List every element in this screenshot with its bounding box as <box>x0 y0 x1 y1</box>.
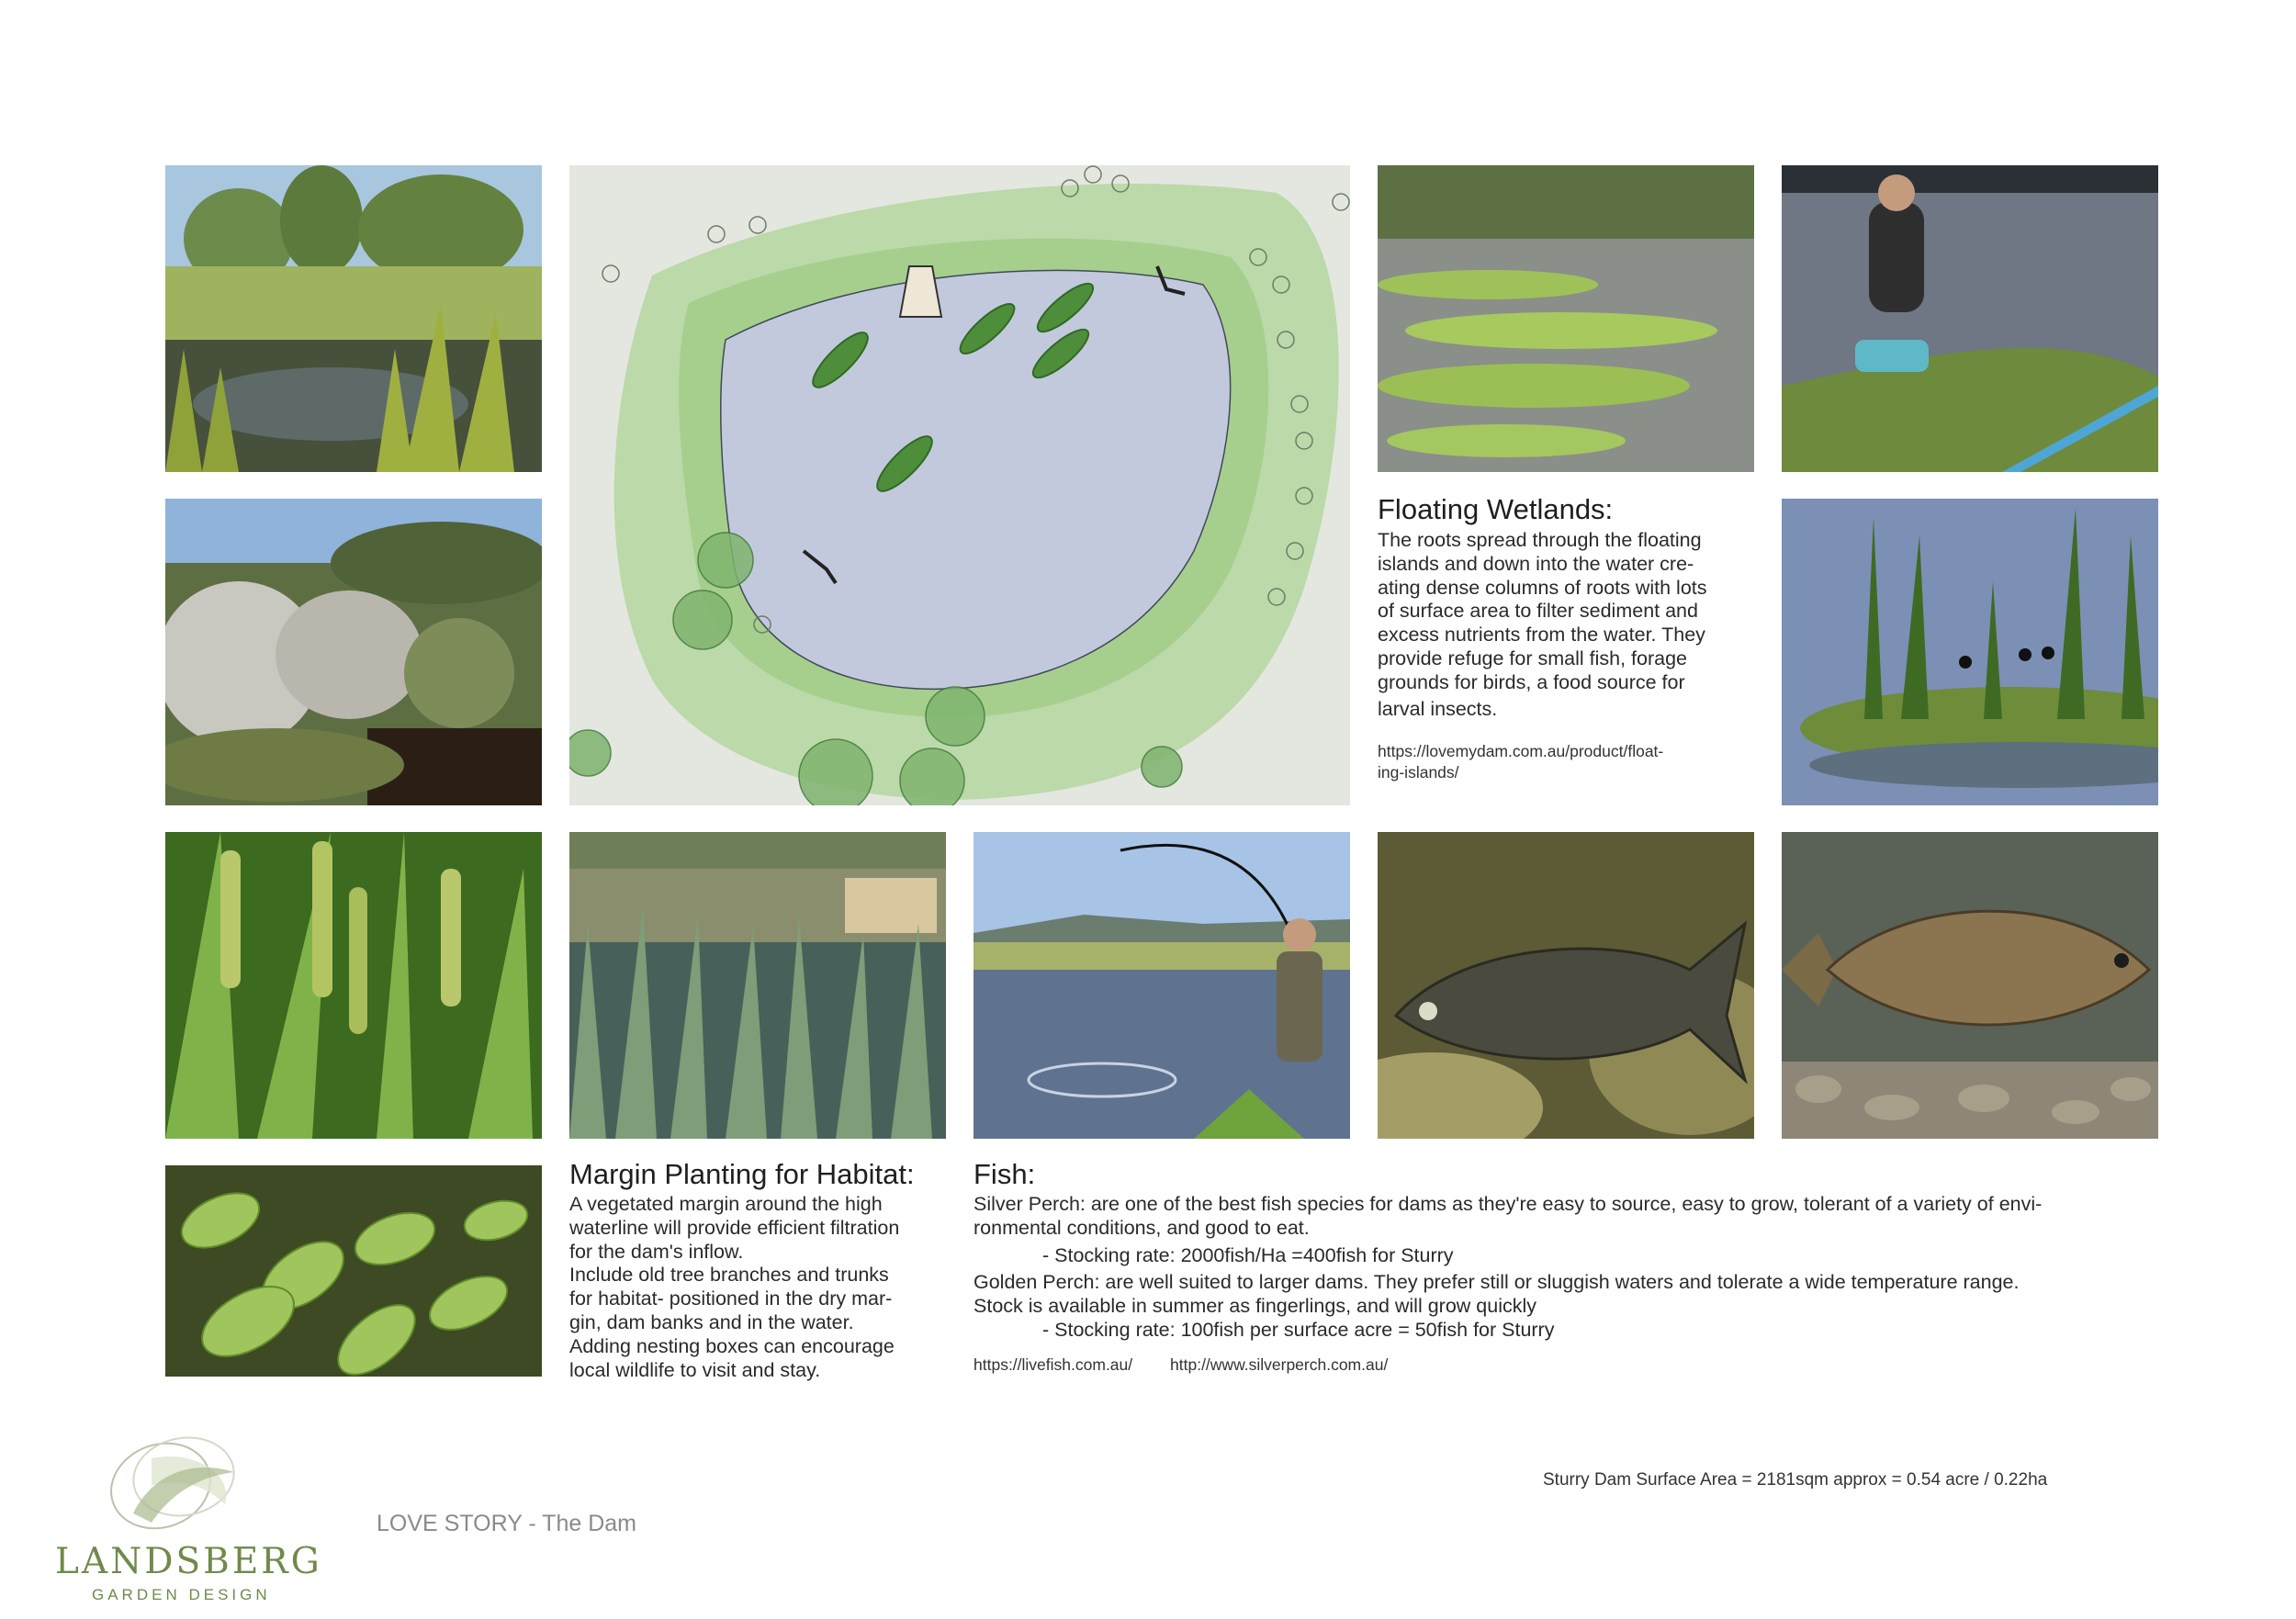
silver-perch-line1: Silver Perch: are one of the best fish species for dams as they're easy to source, easy to grow, tolerant of a variety of envi- <box>974 1193 2043 1216</box>
man-planting-island-photo <box>1782 165 2158 472</box>
golden-perch-stocking: - Stocking rate: 100fish per surface acre = 50fish for Sturry <box>1042 1319 1555 1342</box>
dam-surface-area: Sturry Dam Surface Area = 2181sqm approx = 0.54 acre / 0.22ha <box>1543 1470 2048 1490</box>
silverperch-link[interactable]: http://www.silverperch.com.au/ <box>1170 1355 1389 1374</box>
reed-island-photo <box>1782 499 2158 805</box>
water-plant-spikes-photo <box>165 832 542 1139</box>
floating-wetlands-block <box>1378 494 1773 783</box>
reeds-margin-photo <box>569 832 946 1139</box>
brand-subtitle: GARDEN DESIGN <box>92 1586 271 1603</box>
floating-wetlands-link[interactable]: https://lovemydam.com.au/product/float- ing-islands/ <box>1378 742 1664 782</box>
silver-perch-line2: ronmental conditions, and good to eat. <box>974 1216 1310 1239</box>
fish-links <box>974 1355 2177 1375</box>
livefish-link[interactable]: https://livefish.com.au/ <box>974 1355 1133 1374</box>
margin-planting-body: A vegetated margin around the high waterline will provide efficient filtration for the dam's inflow. Include old tree branches and trunks for habitat- positioned in the dry mar- gin, dam banks and in the water. Adding nesting boxes can encourage local wildlife to visit and stay. <box>569 1193 900 1381</box>
floating-islands-photo <box>1378 165 1754 472</box>
silver-perch-photo <box>1378 832 1754 1139</box>
fisherman-river-photo <box>974 832 1350 1139</box>
floating-wetlands-heading: Floating Wetlands: <box>1378 493 1614 525</box>
golden-perch-line1: Golden Perch: are well suited to larger dams. They prefer still or sluggish waters and tolerate a wide temperature range. <box>974 1271 2020 1294</box>
margin-planting-heading: Margin Planting for Habitat: <box>569 1158 915 1190</box>
silver-perch-stocking: - Stocking rate: 2000fish/Ha =400fish for Sturry <box>1042 1243 1454 1266</box>
landsberg-logo-icon <box>96 1422 253 1541</box>
brand-name: LANDSBERG <box>55 1541 322 1582</box>
dam-site-plan <box>569 165 1350 805</box>
margin-planting-block <box>569 1159 955 1382</box>
fish-heading: Fish: <box>974 1158 1036 1190</box>
fish-body <box>974 1193 2177 1343</box>
golden-perch-line2: Stock is available in summer as fingerlings, and will grow quickly <box>974 1295 1537 1318</box>
page-title: LOVE STORY - The Dam <box>377 1511 636 1536</box>
fish-block <box>974 1159 2177 1375</box>
arrowleaf-plants-photo <box>165 1165 542 1377</box>
golden-perch-photo <box>1782 832 2158 1139</box>
dam-with-reeds-photo <box>165 165 542 472</box>
floating-wetlands-body: The roots spread through the floating islands and down into the water cre- ating dense columns of roots with lots of surface area to filter sediment and excess nutrients from the water. They provide refuge for small fish, forage grounds for birds, a food source for larval insects. <box>1378 529 1707 720</box>
heath-stream-photo <box>165 499 542 805</box>
